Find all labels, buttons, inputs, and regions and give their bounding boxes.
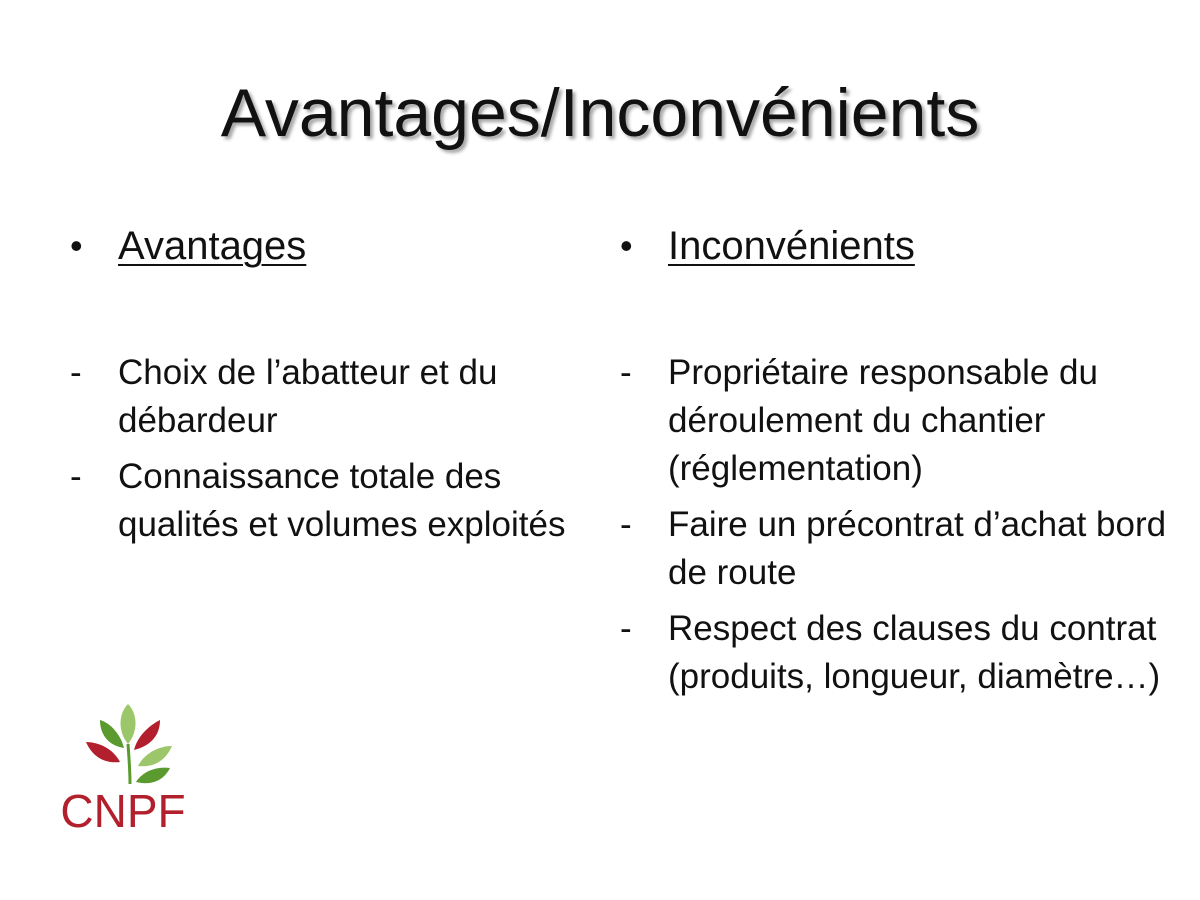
list-item [620, 349, 1180, 493]
leaf-sprout-icon [86, 704, 172, 784]
cnpf-logo [48, 700, 198, 840]
slide-title: Avantages/Inconvénients [220, 75, 980, 151]
list-item-text: Propriétaire responsable du déroulement du chantier (réglementation) [668, 353, 1098, 488]
advantages-list [70, 349, 570, 557]
dash-marker: - [620, 609, 632, 648]
list-item [620, 605, 1180, 701]
disadvantages-list [620, 349, 1180, 709]
dash-marker: - [620, 505, 632, 544]
list-item [620, 501, 1180, 597]
advantages-column [70, 218, 570, 544]
bullet-icon: • [620, 225, 633, 266]
dash-marker: - [620, 353, 632, 392]
list-item [70, 349, 570, 445]
list-item-text: Respect des clauses du contrat (produits, longueur, diamètre…) [668, 609, 1161, 696]
cnpf-logo-text: CNPF [60, 785, 186, 837]
disadvantages-heading-label: Inconvénients [668, 224, 915, 268]
list-item-text: Choix de l’abatteur et du débardeur [118, 353, 498, 440]
dash-marker: - [70, 353, 82, 392]
list-item-text: Connaissance totale des qualités et volumes exploités [118, 457, 566, 544]
dash-marker: - [70, 457, 82, 496]
advantages-heading [70, 218, 570, 274]
disadvantages-heading [620, 218, 1180, 274]
list-item-text: Faire un précontrat d’achat bord de route [668, 505, 1167, 592]
advantages-heading-label: Avantages [118, 224, 307, 268]
disadvantages-column [620, 218, 1180, 696]
list-item [70, 453, 570, 549]
bullet-icon: • [70, 225, 83, 266]
